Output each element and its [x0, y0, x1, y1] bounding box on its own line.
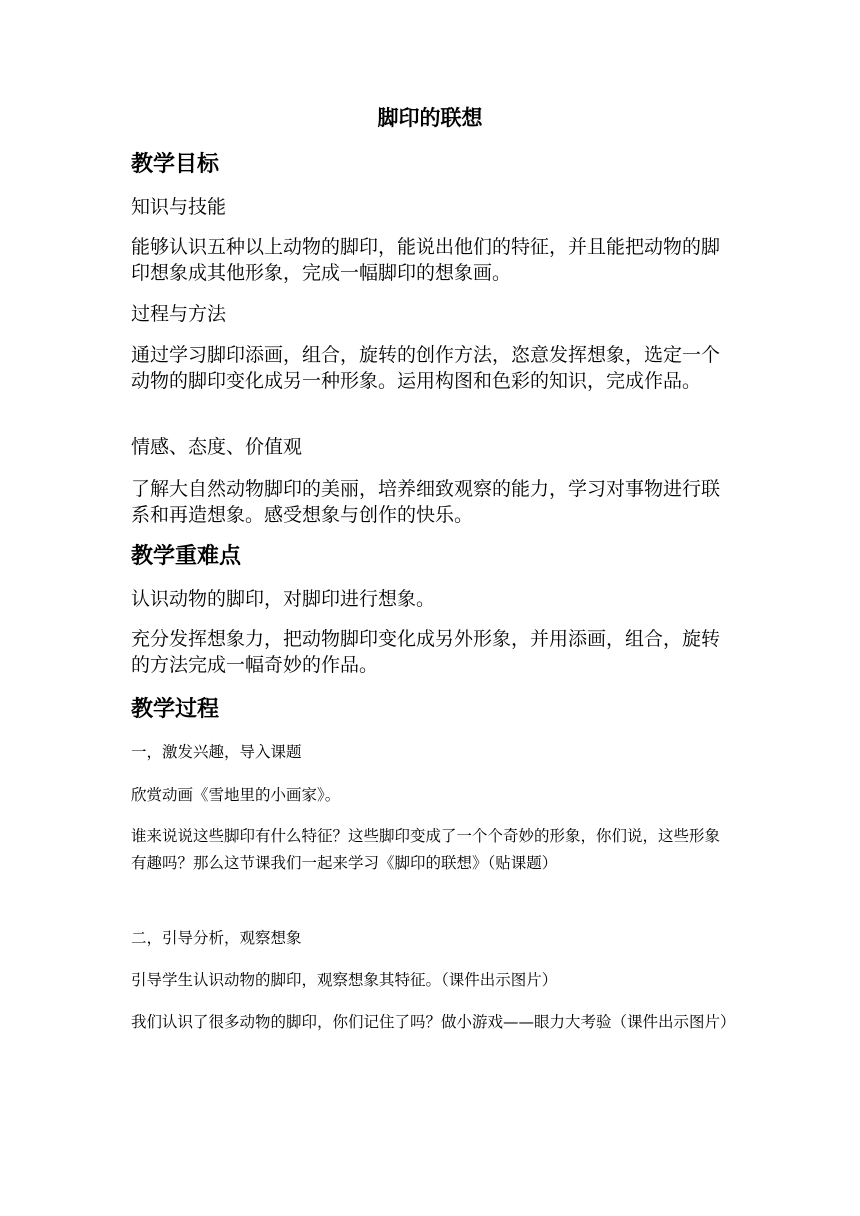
- document-title: 脚印的联想: [377, 106, 483, 130]
- step1-paragraph-2: 谁来说说这些脚印有什么特征？这些脚印变成了一个个奇妙的形象，你们说，这些形象有趣吗？那么这节课我们一起来学习《脚印的联想》（贴课题）: [131, 827, 721, 872]
- key-points-heading: 教学重难点: [131, 544, 242, 569]
- step2-paragraph-1: 引导学生认识动物的脚印，观察想象其特征。（课件出示图片）: [131, 971, 558, 989]
- knowledge-skills-text: 能够认识五种以上动物的脚印，能说出他们的特征，并且能把动物的脚印想象成其他形象，完成一幅脚印的想象画。: [131, 236, 721, 284]
- knowledge-skills-label: 知识与技能: [131, 196, 227, 218]
- process-methods-text: 通过学习脚印添画，组合，旋转的创作方法，恣意发挥想象，选定一个动物的脚印变化成另一种形象。运用构图和色彩的知识，完成作品。: [131, 344, 721, 392]
- step2-title: 二，引导分析，观察想象: [131, 929, 302, 947]
- step1-title: 一，激发兴趣，导入课题: [131, 743, 302, 761]
- key-point-2: 充分发挥想象力，把动物脚印变化成另外形象，并用添画，组合，旋转的方法完成一幅奇妙的作品。: [131, 628, 721, 676]
- key-point-1: 认识动物的脚印，对脚印进行想象。: [131, 588, 436, 610]
- process-methods-label: 过程与方法: [131, 303, 227, 325]
- objectives-heading: 教学目标: [131, 152, 220, 177]
- emotion-values-label: 情感、态度、价值观: [131, 436, 303, 458]
- step1-paragraph-1: 欣赏动画《雪地里的小画家》。: [131, 786, 341, 804]
- process-heading: 教学过程: [131, 697, 220, 722]
- step2-paragraph-2: 我们认识了很多动物的脚印，你们记住了吗？做小游戏——眼力大考验（课件出示图片）: [131, 1013, 736, 1031]
- emotion-values-text: 了解大自然动物脚印的美丽，培养细致观察的能力，学习对事物进行联系和再造想象。感受想象与创作的快乐。: [131, 478, 721, 526]
